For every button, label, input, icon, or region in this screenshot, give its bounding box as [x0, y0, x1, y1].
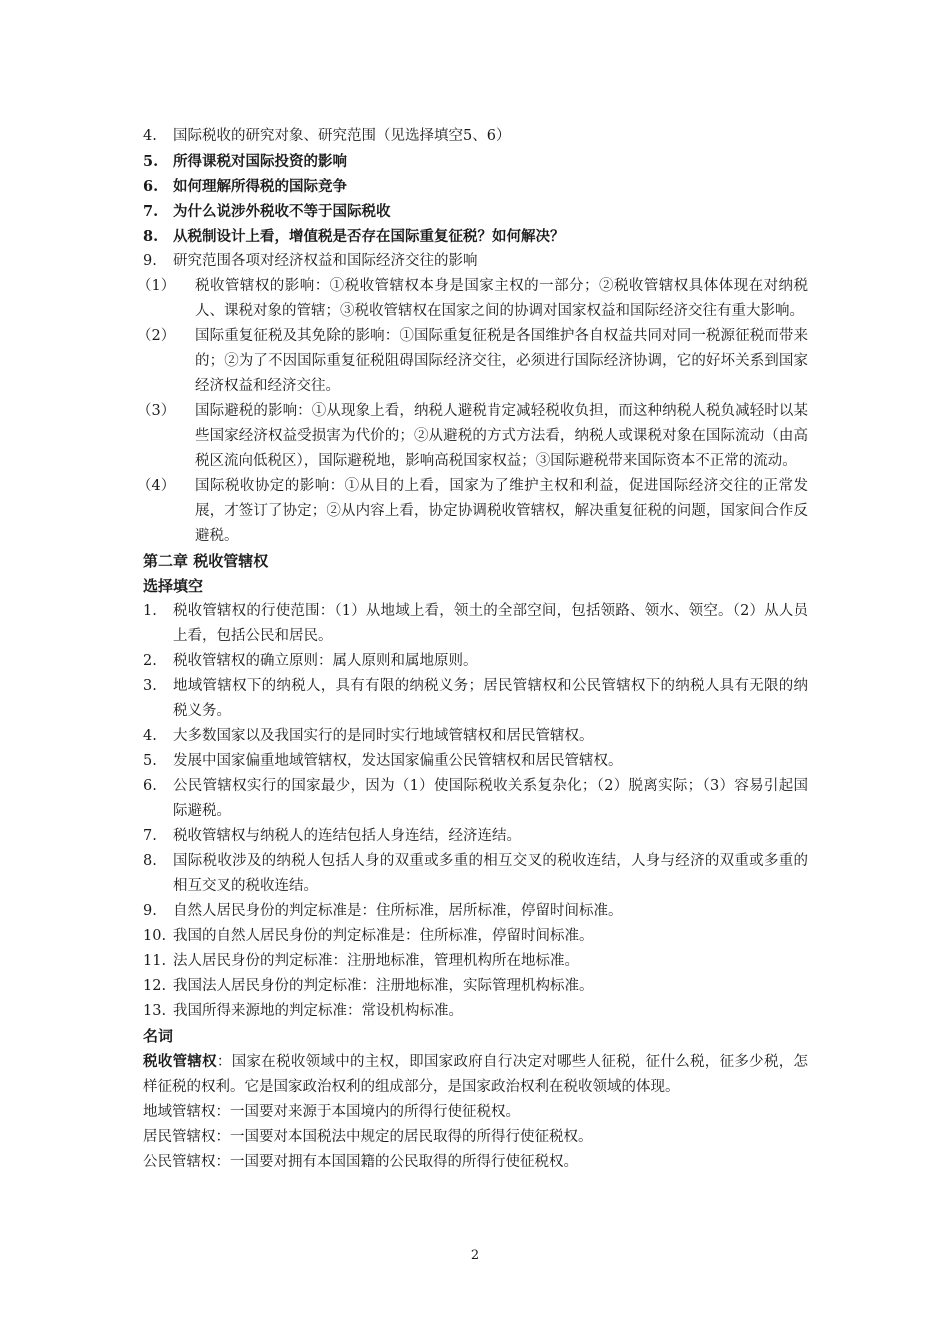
term-name: 居民管辖权: [143, 1129, 216, 1145]
sub-item-label: （1）: [137, 278, 176, 294]
sub-item-text: 国际避税的影响：①从现象上看，纳税人避税肯定减轻税收负担，而这种纳税人税负减轻时以某些国家经济权益受损害为代价的；②从避税的方式方法看，纳税人或课税对象在国际流动（由高税区流向低税区），国际避税地，影响高税国家权益；③国际避税带来国际资本不正常的流动。: [195, 403, 808, 469]
item-number: 12.: [143, 978, 167, 994]
term-separator: ：: [215, 1154, 230, 1170]
item-text: 国际税收的研究对象、研究范围（见选择填空5、6）: [173, 128, 511, 144]
sub-item-text: 国际税收协定的影响：①从目的上看，国家为了维护主权和利益，促进国际经济交往的正常发展，才签订了协定；②从内容上看，协定协调税收管辖权，解决重复征税的问题，国家间合作反避税。: [195, 478, 808, 544]
item-text: 发展中国家偏重地域管辖权，发达国家偏重公民管辖权和居民管辖权。: [173, 753, 623, 769]
sub-item-text: 税收管辖权的影响：①税收管辖权本身是国家主权的一部分；②税收管辖权具体体现在对纳税人、课税对象的管辖；③税收管辖权在国家之间的协调对国家权益和国际经济交往有重大影响。: [195, 278, 808, 319]
sub-item: [137, 274, 808, 324]
term-definition: [143, 1049, 808, 1100]
item-number: 1.: [143, 603, 157, 619]
term-name: 公民管辖权: [143, 1154, 216, 1170]
term-text: 国家在税收领域中的主权，即国家政府自行决定对哪些人征税，征什么税，征多少税，怎样征税的权利。它是国家政治权利的组成部分，是国家政治权利在税收领域的体现。: [143, 1054, 809, 1095]
item-number: 9.: [143, 253, 157, 269]
list-item: [143, 249, 808, 274]
choice-item: [143, 999, 808, 1024]
item-text: 我国所得来源地的判定标准：常设机构标准。: [173, 1003, 463, 1019]
item-text: 自然人居民身份的判定标准是：住所标准，居所标准，停留时间标准。: [173, 903, 623, 919]
item-number: 7.: [143, 828, 157, 844]
item-text: 我国的自然人居民身份的判定标准是：住所标准，停留时间标准。: [173, 928, 594, 944]
item-number: 13.: [143, 1003, 167, 1019]
term-definition: [143, 1125, 808, 1150]
item-text: 税收管辖权的行使范围：（1）从地域上看，领土的全部空间，包括领路、领水、领空。（2）从人员上看，包括公民和居民。: [173, 603, 808, 644]
item-number: 3.: [143, 678, 157, 694]
choice-item: [143, 599, 808, 649]
item-text: 所得课税对国际投资的影响: [173, 153, 347, 170]
list-item: [143, 124, 808, 149]
item-text: 税收管辖权与纳税人的连结包括人身连结，经济连结。: [173, 828, 521, 844]
choice-item: [143, 774, 808, 824]
document-body: [137, 124, 809, 1175]
item-text: 国际税收涉及的纳税人包括人身的双重或多重的相互交叉的税收连结，人身与经济的双重或多重的相互交叉的税收连结。: [173, 853, 808, 894]
choice-item: [143, 749, 808, 774]
choice-item: [143, 724, 808, 749]
choice-item: [143, 974, 808, 999]
sub-item-label: （3）: [137, 403, 176, 419]
list-item: [143, 199, 808, 224]
item-number: 7.: [143, 203, 159, 220]
term-definition: [143, 1100, 808, 1125]
item-text: 地域管辖权下的纳税人，具有有限的纳税义务；居民管辖权和公民管辖权下的纳税人具有无限的纳税义务。: [173, 678, 808, 719]
sub-item: [137, 474, 808, 549]
item-text: 公民管辖权实行的国家最少，因为（1）使国际税收关系复杂化；（2）脱离实际；（3）容易引起国际避税。: [173, 778, 808, 819]
item-text: 从税制设计上看，增值税是否存在国际重复征税？如何解决？: [173, 228, 565, 245]
choice-item: [143, 899, 808, 924]
item-number: 4.: [143, 128, 157, 144]
term-separator: ：: [216, 1054, 232, 1070]
term-separator: ：: [215, 1129, 230, 1145]
list-item: [143, 149, 808, 174]
sub-item: [137, 399, 808, 474]
choice-item: [143, 849, 808, 899]
choice-item: [143, 649, 808, 674]
item-text: 为什么说涉外税收不等于国际税收: [173, 203, 391, 220]
item-number: 2.: [143, 653, 157, 669]
item-number: 5.: [143, 153, 159, 170]
item-number: 6.: [143, 778, 157, 794]
item-number: 8.: [143, 853, 157, 869]
choice-item: [143, 949, 808, 974]
term-separator: ：: [215, 1104, 230, 1120]
item-text: 税收管辖权的确立原则：属人原则和属地原则。: [173, 653, 478, 669]
section-heading-choice: 选择填空: [143, 577, 204, 595]
sub-item-text: 国际重复征税及其免除的影响：①国际重复征税是各国维护各自权益共同对同一税源征税而带来的；②为了不因国际重复征税阻碍国际经济交往，必须进行国际经济协调，它的好坏关系到国家经济权益和经济交往。: [195, 328, 808, 394]
term-name: 地域管辖权: [143, 1104, 216, 1120]
list-item: [143, 224, 808, 249]
item-number: 6.: [143, 178, 159, 195]
item-number: 9.: [143, 903, 157, 919]
term-text: 一国要对拥有本国国籍的公民取得的所得行使征税权。: [230, 1154, 578, 1170]
term-name: 税收管辖权: [143, 1053, 217, 1070]
item-number: 10.: [143, 928, 167, 944]
choice-item: [143, 924, 808, 949]
item-text: 法人居民身份的判定标准：注册地标准，管理机构所在地标准。: [173, 953, 579, 969]
item-text: 我国法人居民身份的判定标准：注册地标准，实际管理机构标准。: [173, 978, 594, 994]
chapter-title: 第二章 税收管辖权: [143, 552, 269, 570]
list-item: [143, 174, 808, 199]
term-text: 一国要对来源于本国境内的所得行使征税权。: [230, 1104, 520, 1120]
choice-item: [143, 824, 808, 849]
page-number: 2: [470, 1248, 480, 1263]
sub-item-label: （4）: [137, 478, 176, 494]
item-number: 5.: [143, 753, 157, 769]
sub-item: [137, 324, 808, 399]
term-definition: [143, 1150, 808, 1175]
sub-item-label: （2）: [137, 328, 176, 344]
item-number: 11.: [143, 953, 167, 969]
choice-item: [143, 674, 808, 724]
item-number: 4.: [143, 728, 157, 744]
item-text: 大多数国家以及我国实行的是同时实行地域管辖权和居民管辖权。: [173, 728, 594, 744]
item-number: 8.: [143, 228, 159, 245]
item-text: 如何理解所得税的国际竞争: [173, 178, 347, 195]
item-text: 研究范围各项对经济权益和国际经济交往的影响: [173, 253, 478, 269]
section-heading-terms: 名词: [143, 1027, 174, 1045]
term-text: 一国要对本国税法中规定的居民取得的所得行使征税权。: [230, 1129, 593, 1145]
